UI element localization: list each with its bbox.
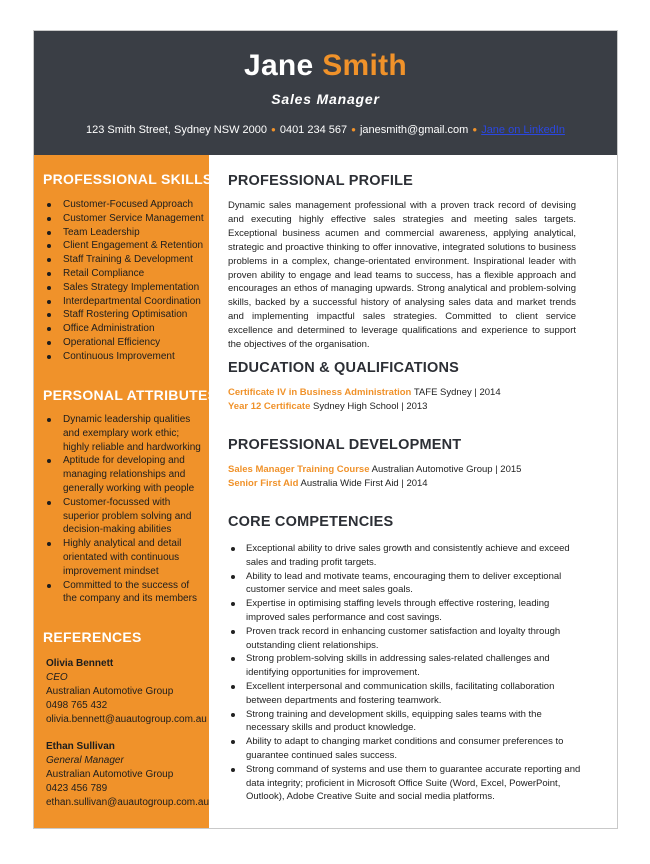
competency-item: Exceptional ability to drive sales growth and consistently achieve and exceed sales and trading profit targets. xyxy=(228,542,582,570)
reference-title: CEO xyxy=(46,671,68,683)
competency-item: Strong training and development skills, equipping sales teams with the necessary skills and product knowledge. xyxy=(228,708,582,736)
separator-dot: ● xyxy=(351,125,356,134)
reference-phone: 0498 765 432 xyxy=(46,699,108,711)
phone: 0401 234 567 xyxy=(279,124,348,136)
reference-company: Australian Automotive Group xyxy=(46,768,174,780)
skill-item: Client Engagement & Retention xyxy=(44,239,204,253)
skill-item: Team Leadership xyxy=(44,226,204,240)
course-detail: Australia Wide First Aid | 2014 xyxy=(300,478,428,489)
competency-item: Ability to adapt to changing market conditions and consumer preferences to guarantee continued sales success. xyxy=(228,735,582,763)
course-detail: Sydney High School | 2013 xyxy=(313,401,428,412)
candidate-role: Sales Manager xyxy=(271,91,380,107)
skill-item: Staff Training & Development xyxy=(44,253,204,267)
competency-item: Proven track record in enhancing customer satisfaction and loyalty through outstanding client relationships. xyxy=(228,625,582,653)
attribute-item: Committed to the success of the company and its members xyxy=(44,579,204,607)
skills-heading: PROFESSIONAL SKILLS xyxy=(43,171,213,187)
separator-dot: ● xyxy=(472,125,478,134)
linkedin-link[interactable]: Jane on LinkedIn xyxy=(481,124,565,136)
reference-phone: 0423 456 789 xyxy=(46,782,108,794)
reference-card xyxy=(46,657,206,727)
course-name: Year 12 Certificate xyxy=(228,401,311,412)
email: janesmith@gmail.com xyxy=(359,124,469,136)
profile-text: Dynamic sales management professional with a proven track record of devising and executing highly effective sales strategies and meeting sales targets. Exceptional business acumen and commercial awareness, applying analytical, strategic and proactive thinking to offer innovative, integrated solutions to business problems in a complex, change-orientated environment. Inspirational leader with proven ability to engage and lead teams to success, has a flexible approach and encourages an ethos of managing upwards. Strong analytical and problem-solving skills, backed by a successful history of analysing sales data and market trends and implementing impactful sales strategies. Committed to client service excellence and determined to leverage qualifications and experience to support the objectives of the organisation. xyxy=(228,200,576,351)
separator-dot: ● xyxy=(270,125,276,134)
skill-item: Staff Rostering Optimisation xyxy=(44,308,204,322)
references-heading: REFERENCES xyxy=(43,629,142,645)
reference-name: Ethan Sullivan xyxy=(46,741,115,752)
sidebar xyxy=(34,155,218,828)
profile-heading: PROFESSIONAL PROFILE xyxy=(228,173,414,189)
reference-name: Olivia Bennett xyxy=(46,658,114,669)
skill-item: Retail Compliance xyxy=(44,267,204,281)
course-name: Certificate IV in Business Administration xyxy=(228,387,412,398)
resume-page xyxy=(33,30,618,829)
attribute-item: Highly analytical and detail orientated with continuous improvement mindset xyxy=(44,537,204,578)
education-item xyxy=(228,387,501,398)
skill-item: Sales Strategy Implementation xyxy=(44,281,204,295)
reference-company: Australian Automotive Group xyxy=(46,685,174,697)
attribute-item: Aptitude for developing and managing relationships and generally working with people xyxy=(44,454,204,495)
skill-item: Office Administration xyxy=(44,322,204,336)
development-item xyxy=(228,464,521,475)
course-name: Sales Manager Training Course xyxy=(228,464,370,475)
course-detail: Australian Automotive Group | 2015 xyxy=(371,464,522,475)
competency-item: Strong command of systems and use them to guarantee accurate reporting and data integrity; proficient in Microsoft Office Suite (Word, Excel, PowerPoint, Outlook), Adobe Creative Suite and social media platforms. xyxy=(228,763,582,804)
development-heading: PROFESSIONAL DEVELOPMENT xyxy=(228,437,462,453)
skills-list xyxy=(44,198,204,364)
competency-item: Excellent interpersonal and communication skills, facilitating collaboration between departments and fostering teamwork. xyxy=(228,680,582,708)
skill-item: Operational Efficiency xyxy=(44,336,204,350)
contact-line xyxy=(34,124,617,136)
skill-item: Customer-Focused Approach xyxy=(44,198,204,212)
competencies-heading: CORE COMPETENCIES xyxy=(228,514,394,530)
education-item xyxy=(228,401,427,412)
attributes-heading: PERSONAL ATTRIBUTES xyxy=(43,387,218,403)
course-detail: TAFE Sydney | 2014 xyxy=(413,387,501,398)
skill-item: Interdepartmental Coordination xyxy=(44,295,204,309)
course-name: Senior First Aid xyxy=(228,478,299,489)
candidate-name xyxy=(34,49,617,83)
reference-title: General Manager xyxy=(46,754,124,766)
reference-email: olivia.bennett@auautogroup.com.au xyxy=(46,713,207,725)
skill-item: Customer Service Management xyxy=(44,212,204,226)
development-item xyxy=(228,478,428,489)
competency-item: Strong problem-solving skills in addressing sales-related challenges and identifying opportunities for improvement. xyxy=(228,652,582,680)
reference-card xyxy=(46,740,210,810)
last-name: Smith xyxy=(322,49,408,82)
reference-email: ethan.sullivan@auautogroup.com.au xyxy=(46,796,210,808)
attribute-item: Customer-focussed with superior problem solving and decision-making abilities xyxy=(44,496,204,537)
attribute-item: Dynamic leadership qualities and exemplary work ethic; highly reliable and hardworking xyxy=(44,413,204,454)
competency-item: Ability to lead and motivate teams, encouraging them to deliver exceptional customer service and meet sales goals. xyxy=(228,570,582,598)
competency-item: Expertise in optimising staffing levels through effective rostering, leading improved sales performance and cost savings. xyxy=(228,597,582,625)
skill-item: Continuous Improvement xyxy=(44,350,204,364)
education-heading: EDUCATION & QUALIFICATIONS xyxy=(228,360,460,376)
attributes-list xyxy=(44,413,204,606)
resume-header xyxy=(34,31,617,155)
competencies-list xyxy=(228,542,582,804)
first-name: Jane xyxy=(243,49,314,82)
address: 123 Smith Street, Sydney NSW 2000 xyxy=(86,124,267,136)
